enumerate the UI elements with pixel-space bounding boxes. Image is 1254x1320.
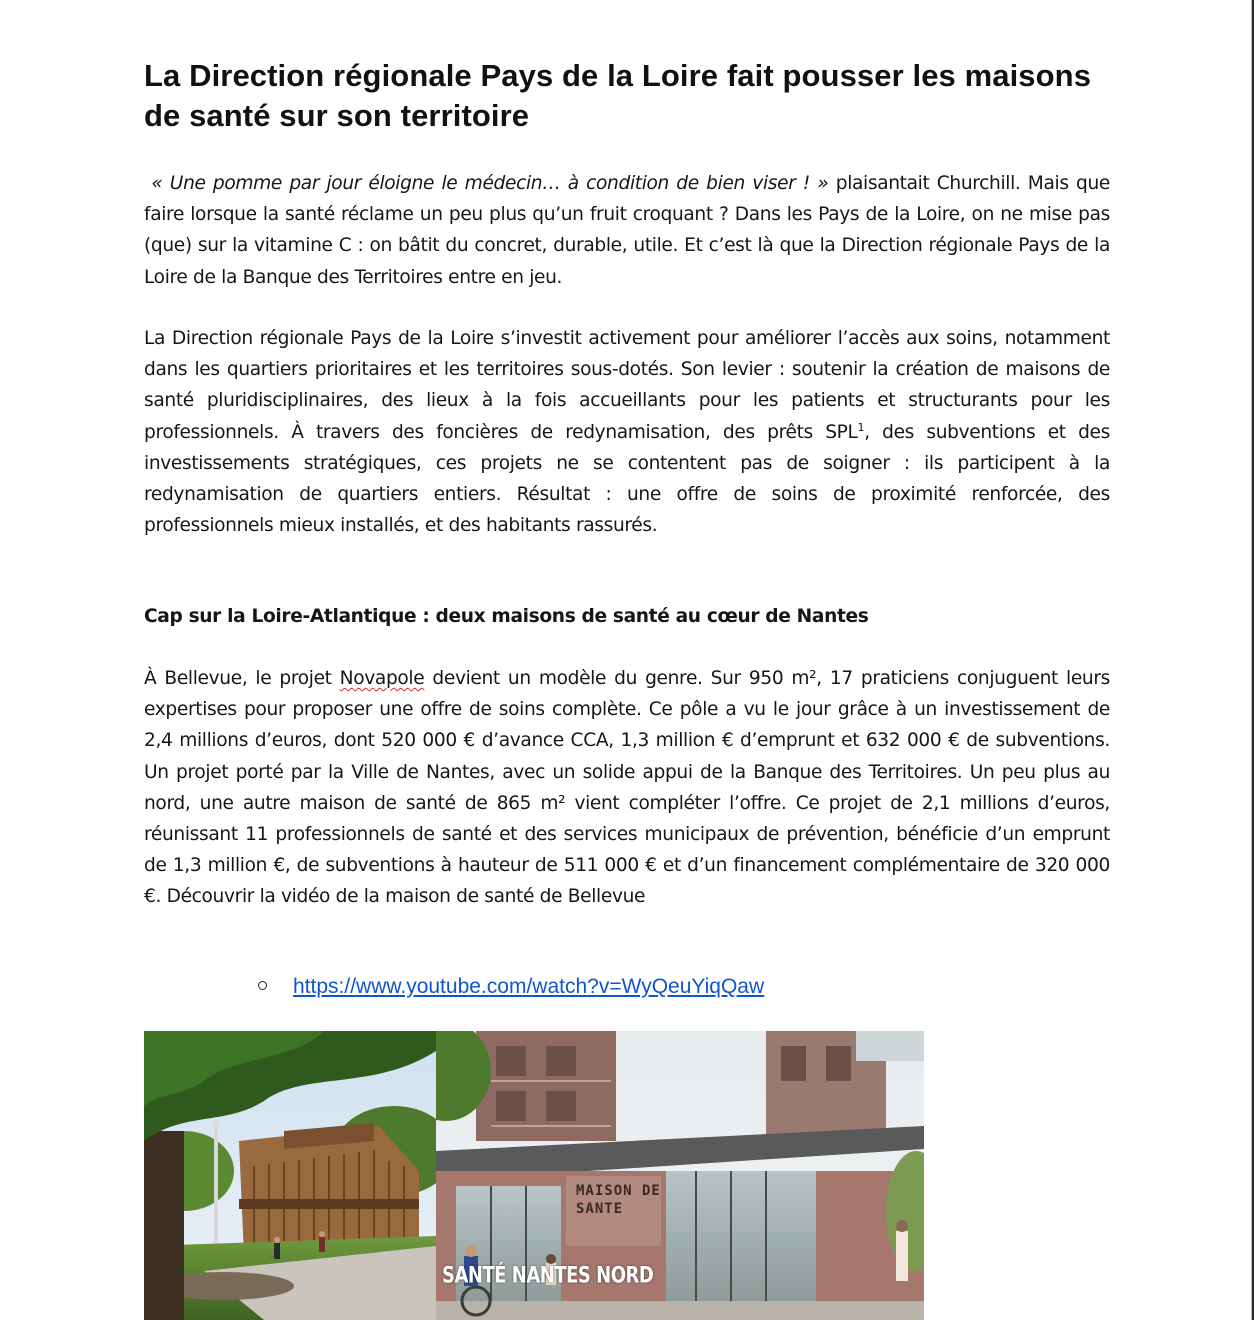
paragraph3-text-a: À Bellevue, le projet: [144, 668, 340, 689]
hollow-bullet-icon: [258, 981, 267, 990]
section-heading: Cap sur la Loire-Atlantique : deux maisons de santé au cœur de Nantes: [144, 606, 869, 627]
churchill-quote: « Une pomme par jour éloigne le médecin… à condition de bien viser ! »: [151, 173, 829, 194]
sign-sante: SANTE: [576, 1201, 624, 1217]
health-centers-photos: [144, 1031, 924, 1320]
image-caption: SANTÉ NANTES NORD: [442, 1262, 654, 1289]
nantes-nord-building-render: [436, 1031, 924, 1320]
youtube-video-link[interactable]: https://www.youtube.com/watch?v=WyQeuYiqQaw: [293, 975, 765, 998]
document-title: La Direction régionale Pays de la Loire fait pousser les maisons de santé sur son territoire: [144, 58, 1092, 133]
paragraph2-text-b: , des subventions et des investissements stratégiques, ces projets ne se contentent pas de soigner : ils participent à la redynamisation de quartiers entiers. Résultat : une offre de soins de proximité renforcée, des professionnels mieux installés, et des habitants rassurés.: [144, 421, 1110, 537]
novapole-misspelled-word[interactable]: Novapole: [339, 668, 425, 689]
sign-maison-de: MAISON DE: [576, 1183, 661, 1199]
video-link-item: [258, 972, 764, 1002]
nantes-projects-paragraph: [144, 663, 1110, 913]
document-body: [144, 56, 1110, 998]
access-to-care-paragraph: [144, 323, 1110, 541]
bellevue-building-photo: [144, 1031, 436, 1320]
intro-text: plaisantait Churchill. Mais que faire lorsque la santé réclame un peu plus qu’un fruit croquant ? Dans les Pays de la Loire, on ne mise pas (que) sur la vitamine C : on bâtit du concret, durable, utile. Et c’est là que la Direction régionale Pays de la Loire de la Banque des Territoires entre en jeu.: [144, 173, 1110, 288]
paragraph3-text-b: devient un modèle du genre. Sur 950 m², 17 praticiens conjuguent leurs expertises pour proposer une offre de soins complète. Ce pôle a vu le jour grâce à un investissement de 2,4 millions d’euros, dont 520 000 € d’avance CCA, 1,3 million € d’emprunt et 632 000 € de subventions. Un projet porté par la Ville de Nantes, avec un solide appui de la Banque des Territoires. Un peu plus au nord, une autre maison de santé de 865 m² vient compléter l’offre. Ce projet de 2,1 millions d’euros, réunissant 11 professionnels de santé et des services municipaux de prévention, bénéficie d’un emprunt de 1,3 million €, de subventions à hauteur de 511 000 € et d’un financement complémentaire de 320 000 €. Découvrir la vidéo de la maison de santé de Bellevue: [144, 668, 1110, 908]
intro-paragraph: [144, 168, 1110, 293]
paragraph2-text-a: La Direction régionale Pays de la Loire s’investit activement pour améliorer l’accès aux soins, notamment dans les quartiers prioritaires et les territoires sous-dotés. Son levier : soutenir la création de maisons de santé pluridisciplinaires, des lieux à la fois accueillants pour les patients et structurants pour les professionnels. À travers des foncières de redynamisation, des prêts SPL: [144, 328, 1110, 443]
footnote-ref[interactable]: 1: [857, 420, 865, 434]
